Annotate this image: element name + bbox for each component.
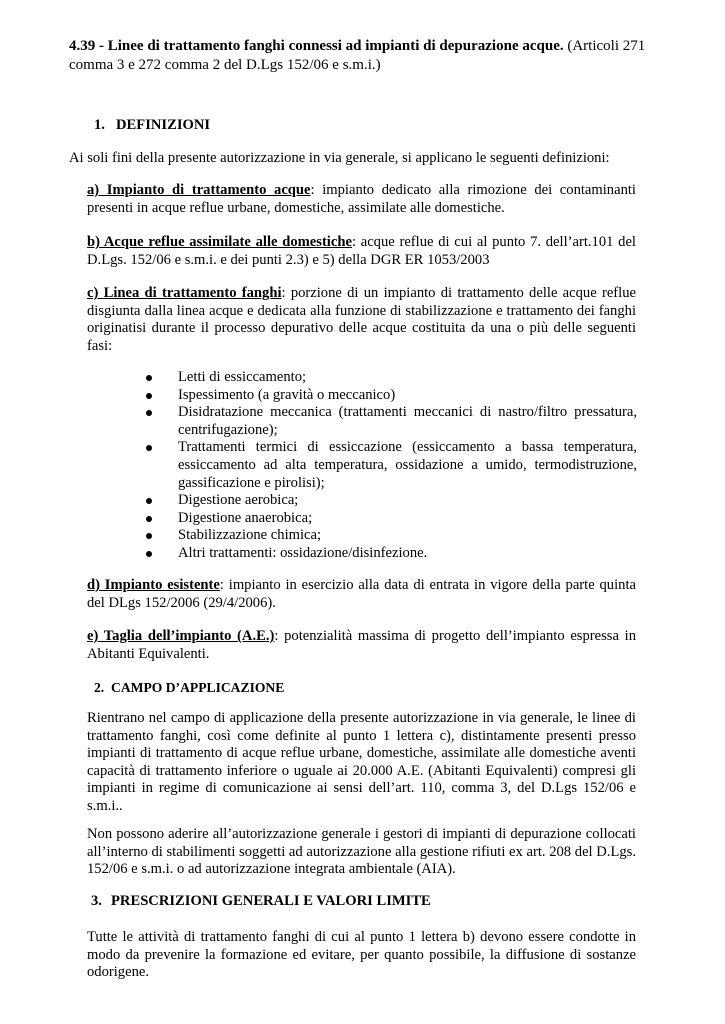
scope-paragraph-2: Non possono aderire all’autorizzazione generale i gestori di impianti di depurazione collocati all’interno di stabilimenti soggetti ad autorizzazione alla gestione rifiuti ex art. 208 del D.Lgs. 152/06 e s.m.i. o ad autorizzazione integrata ambientale (AIA). xyxy=(87,826,636,878)
section-2-number: 2. xyxy=(94,680,105,695)
list-item-text: Altri trattamenti: ossidazione/disinfezione. xyxy=(178,544,428,561)
definition-e-term: e) Taglia dell’impianto (A.E.) xyxy=(87,628,275,644)
definition-c-term: c) Linea di trattamento fanghi xyxy=(87,285,282,301)
list-item xyxy=(140,492,637,510)
definition-b-text: : acque reflue di cui al punto 7. dell’art.101 del D.Lgs. 152/06 e s.m.i. e dei punti 2.3) e 5) della DGR ER 1053/2003 xyxy=(87,234,636,268)
definition-c-text: : porzione di un impianto di trattamento delle acque reflue disgiunta dalla linea acque e dedicata alla funzione di stabilizzazione e trattamento dei fanghi originatisi durante il processo depurativo delle acque costituita da una o più delle seguenti fasi: xyxy=(87,285,636,354)
section-3-title: PRESCRIZIONI GENERALI E VALORI LIMITE xyxy=(111,893,431,909)
bullet-icon xyxy=(146,410,152,416)
definition-b-term: b) Acque reflue assimilate alle domestiche xyxy=(87,234,352,250)
title-bold: 4.39 - Linee di trattamento fanghi connessi ad impianti di depurazione acque. xyxy=(69,38,564,54)
definition-a-term: a) Impianto di trattamento acque xyxy=(87,182,311,198)
definition-a xyxy=(87,182,636,217)
list-item xyxy=(140,527,637,545)
bullet-icon xyxy=(146,533,152,539)
definition-a-text: : impianto dedicato alla rimozione dei contaminanti presenti in acque reflue urbane, domestiche, assimilate alle domestiche. xyxy=(87,182,636,216)
definition-c xyxy=(87,285,636,355)
definitions-intro: Ai soli fini della presente autorizzazione in via generale, si applicano le seguenti definizioni: xyxy=(69,150,610,166)
section-2-title: CAMPO D’APPLICAZIONE xyxy=(111,680,285,695)
list-item-text: Digestione anaerobica; xyxy=(178,509,313,526)
list-item xyxy=(140,510,637,528)
definition-d-term: d) Impianto esistente xyxy=(87,577,220,593)
title-rest: (Articoli 271 comma 3 e 272 comma 2 del D.Lgs 152/06 e s.m.i.) xyxy=(69,38,646,73)
section-2-heading xyxy=(94,679,284,697)
list-item-text: Disidratazione meccanica (trattamenti meccanici di nastro/filtro pressatura, centrifugazione); xyxy=(178,404,637,438)
list-item xyxy=(140,387,637,405)
bullet-icon xyxy=(146,516,152,522)
section-1-number: 1. xyxy=(94,117,105,133)
document-title xyxy=(69,37,649,75)
prescriptions-paragraph-1: Tutte le attività di trattamento fanghi di cui al punto 1 lettera b) devono essere condotte in modo da prevenire la formazione ed evitare, per quanto possibile, la diffusione di sostanze odorigene. xyxy=(87,929,636,981)
section-3-number: 3. xyxy=(91,893,102,909)
list-item-text: Letti di essiccamento; xyxy=(178,369,307,385)
list-item xyxy=(140,404,637,439)
bullet-icon xyxy=(146,551,152,557)
list-item-text: Stabilizzazione chimica; xyxy=(178,527,322,544)
section-1-title: DEFINIZIONI xyxy=(116,117,211,133)
bullet-icon xyxy=(146,375,152,381)
phases-list xyxy=(140,369,637,563)
list-item xyxy=(140,545,637,563)
definition-e xyxy=(87,628,636,663)
list-item xyxy=(140,369,637,387)
list-item-text: Trattamenti termici di essiccazione (essiccamento a bassa temperatura, essiccamento ad alta temperatura, ossidazione a umido, termodistruzione, gassificazione e pirolisi); xyxy=(178,439,637,491)
definition-d xyxy=(87,577,636,612)
section-1-heading xyxy=(94,117,210,135)
bullet-icon xyxy=(146,498,152,504)
list-item xyxy=(140,439,637,492)
definition-e-text: : potenzialità massima di progetto dell’impianto espressa in Abitanti Equivalenti. xyxy=(87,628,636,662)
section-3-heading xyxy=(91,893,431,911)
definition-d-text: : impianto in esercizio alla data di entrata in vigore della parte quinta del DLgs 152/2006 (29/4/2006). xyxy=(87,577,636,611)
scope-paragraph-1: Rientrano nel campo di applicazione della presente autorizzazione in via generale, le linee di trattamento fanghi, così come definite al punto 1 lettera c), distintamente presenti presso impianti di trattamento di acque reflue urbane, domestiche, assimilate alle domestiche aventi capacità di trattamento inferiore o uguale ai 20.000 A.E. (Abitanti Equivalenti) compresi gli impianti in regime di comunicazione ai sensi dell’art. 110, comma 3, del D.Lgs 152/06 e s.m.i.. xyxy=(87,710,636,814)
bullet-icon xyxy=(146,393,152,399)
list-item-text: Digestione aerobica; xyxy=(178,492,299,509)
definition-b xyxy=(87,234,636,269)
list-item-text: Ispessimento (a gravità o meccanico) xyxy=(178,386,396,403)
bullet-icon xyxy=(146,445,152,451)
